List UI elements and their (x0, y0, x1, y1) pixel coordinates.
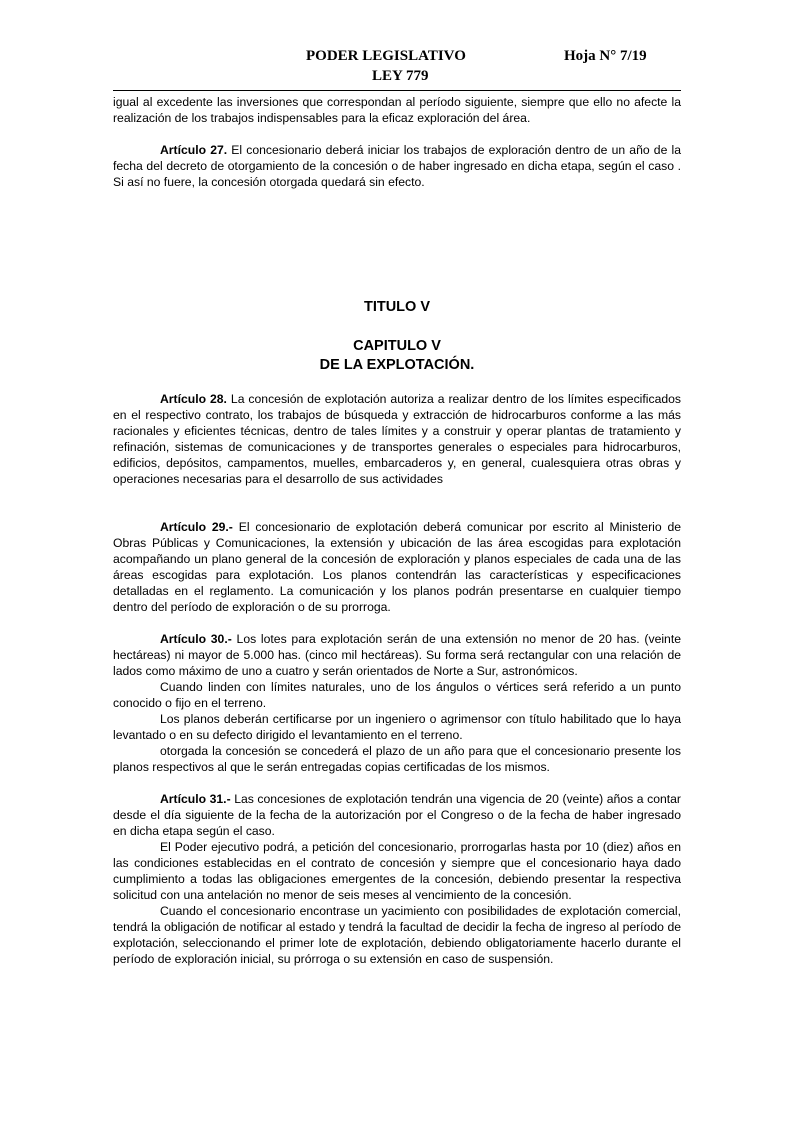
capitulo-heading: CAPITULO V (353, 338, 441, 354)
article-31-paragraph-2: El Poder ejecutivo podrá, a petición del concesionario, prorrogarlas hasta por 10 (diez) años en las condiciones establecidas en el contrato de concesión y siempre que el concesionario haya dado cumplimiento a todas las obligaciones emergentes de la concesión, debiendo presentar la respectiva solicitud con una antelación no menor de seis meses al vencimiento de la concesión. (113, 840, 681, 902)
article-31-label: Artículo 31.- (160, 792, 231, 806)
article-28 (113, 391, 681, 487)
article-30-label: Artículo 30.- (160, 632, 232, 646)
article-31 (113, 791, 681, 839)
article-28-text: La concesión de explotación autoriza a realizar dentro de los límites especificados en el respectivo contrato, los trabajos de búsqueda y extracción de hidrocarburos conforme a las más racionales y eficientes técnicas, dentro de tales límites y a construir y operar plantas de tratamiento y refinación, sistemas de comunicaciones y de transportes generales o especiales para hidrocarburos, edificios, depósitos, campamentos, muelles, embarcaderos y, en general, cualesquiera otras obras y operaciones necesarias para el desarrollo de sus actividades (113, 392, 681, 486)
intro-paragraph: igual al excedente las inversiones que correspondan al período siguiente, siempre que ello no afecte la realización de los trabajos indispensables para la eficaz exploración del área. (113, 95, 681, 125)
titulo-heading: TITULO V (363, 299, 431, 315)
document-body (113, 94, 681, 967)
article-29 (113, 519, 681, 615)
article-30-paragraph-2: Cuando linden con límites naturales, uno de los ángulos o vértices será referido a un punto conocido o fijo en el terreno. (113, 680, 681, 710)
article-30-paragraph-4: otorgada la concesión se concederá el plazo de un año para que el concesionario presente los planos respectivos al que le serán entregadas copias certificadas de los mismos. (113, 744, 681, 774)
article-30-paragraph-3: Los planos deberán certificarse por un ingeniero o agrimensor con título habilitado que lo haya levantado o en su defecto dirigido el levantamiento en el terreno. (113, 712, 681, 742)
article-29-text: El concesionario de explotación deberá comunicar por escrito al Ministerio de Obras Públicas y Comunicaciones, la extensión y ubicación de las área escogidas para explotación acompañando un plano general de la concesión de exploración y planos especiales de cada una de las áreas escogidas para explotación. Los planos contendrán las características y especificaciones detalladas en el reglamento. La comunicación y los planos podrán presentarse en cualquier tiempo dentro del período de exploración o de su prorroga. (113, 520, 681, 614)
law-number: LEY 779 (372, 68, 429, 84)
article-31-paragraph-3: Cuando el concesionario encontrase un yacimiento con posibilidades de explotación comercial, tendrá la obligación de notificar al estado y tendrá la facultad de decidir la fecha de ingreso al período de explotación, seleccionando el primer lote de explotación, debiendo obligatoriamente hacerlo durante el período de exploración inicial, su prórroga o su extensión en caso de suspensión. (113, 904, 681, 966)
page-number-label: Hoja N° 7/19 (564, 48, 647, 64)
page-header (0, 48, 795, 92)
capitulo-name-heading: DE LA EXPLOTACIÓN. (319, 357, 475, 373)
article-31-text: Las concesiones de explotación tendrán una vigencia de 20 (veinte) años a contar desde el día siguiente de la fecha de la autorización por el Congreso o de la fecha de haber ingresado en dicha etapa según el caso. (113, 792, 681, 838)
article-27-label: Artículo 27. (160, 143, 228, 157)
header-divider (113, 90, 681, 91)
article-30-text: Los lotes para explotación serán de una extensión no menor de 20 has. (veinte hectáreas) ni mayor de 5.000 has. (cinco mil hectáreas). Su forma será rectangular con una relación de lados como máximo de uno a cuatro y serán orientados de Norte a Sur, astronómicos. (113, 632, 681, 678)
article-27-text: El concesionario deberá iniciar los trabajos de exploración dentro de un año de la fecha del decreto de otorgamiento de la concesión o de haber ingresado en dicha etapa, según el caso . Si así no fuere, la concesión otorgada quedará sin efecto. (113, 143, 681, 189)
article-29-label: Artículo 29.- (160, 520, 233, 534)
header-title: PODER LEGISLATIVO (306, 48, 466, 64)
article-28-label: Artículo 28. (160, 392, 227, 406)
article-30 (113, 631, 681, 679)
article-27 (113, 142, 681, 190)
